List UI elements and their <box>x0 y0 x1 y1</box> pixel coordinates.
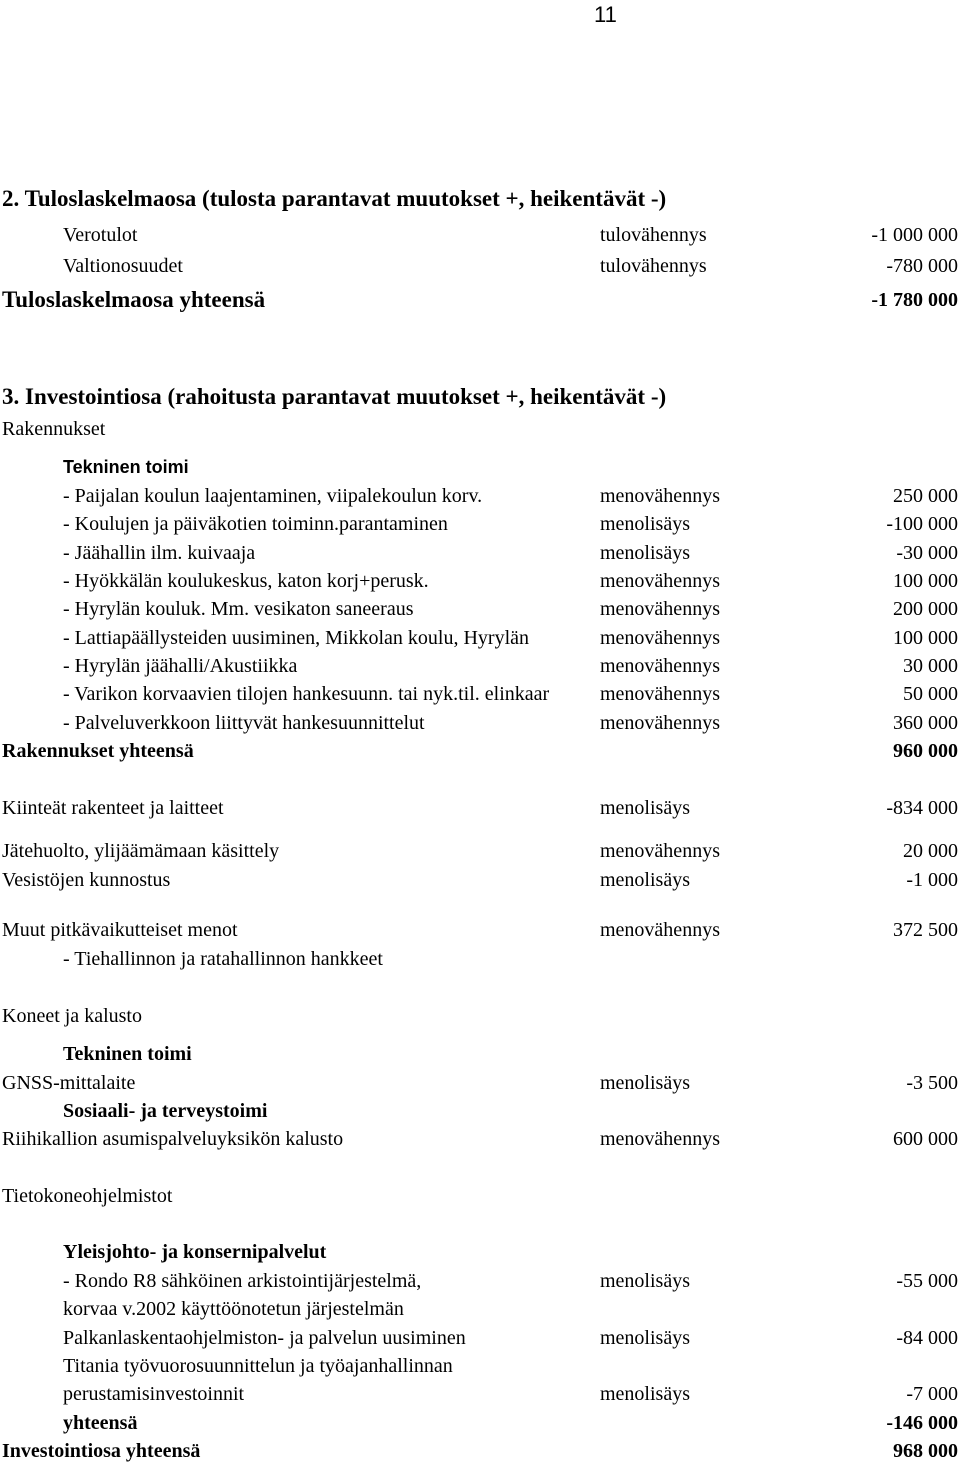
koneet-tekninen-heading: Tekninen toimi <box>63 1043 192 1065</box>
row-type: menolisäys <box>600 797 690 819</box>
row-type: menovähennys <box>600 712 720 734</box>
row-value: -100 000 <box>886 513 958 535</box>
table-row <box>0 1069 960 1097</box>
table-row <box>0 567 960 595</box>
row-type: tulovähennys <box>600 255 707 277</box>
rakennukset-title: Rakennukset <box>2 418 106 440</box>
row-label: - Paijalan koulun laajentaminen, viipalekoulun korv. <box>63 485 483 507</box>
tekninen-toimi-row <box>0 453 960 481</box>
row-label: - Koulujen ja päiväkotien toiminn.parantaminen <box>63 513 448 535</box>
table-row <box>0 652 960 680</box>
section3-heading: 3. Investointiosa (rahoitusta parantavat muutokset +, heikentävät -) <box>2 384 667 409</box>
row-value: -1 000 000 <box>871 224 958 246</box>
row-type: menolisäys <box>600 542 690 564</box>
investointiosa-total-row <box>0 1437 960 1465</box>
row-value: -84 000 <box>896 1327 958 1349</box>
row-type: menovähennys <box>600 840 720 862</box>
tietokone-subtotal-value: -146 000 <box>886 1412 958 1434</box>
table-row <box>0 624 960 652</box>
row-label: - Lattiapäällysteiden uusiminen, Mikkolan koulu, Hyrylän <box>63 627 530 649</box>
row-value: 50 000 <box>903 683 958 705</box>
table-row <box>0 252 960 280</box>
row-type: menolisäys <box>600 513 690 535</box>
row-label-continued: perustamisinvestoinnit <box>63 1383 245 1405</box>
row-type: tulovähennys <box>600 224 707 246</box>
table-row <box>0 221 960 249</box>
table-row <box>0 1125 960 1153</box>
row-type: menovähennys <box>600 1128 720 1150</box>
row-label: - Rondo R8 sähköinen arkistointijärjestelmä, <box>63 1270 422 1292</box>
row-value: 360 000 <box>893 712 958 734</box>
row-label: Muut pitkävaikutteiset menot <box>2 919 238 941</box>
row-label: - Hyrylän jäähalli/Akustiikka <box>63 655 298 677</box>
table-row <box>0 709 960 737</box>
row-label: - Tiehallinnon ja ratahallinnon hankkeet <box>63 948 383 970</box>
row-value: -55 000 <box>896 1270 958 1292</box>
row-value: 372 500 <box>893 919 958 941</box>
row-label: Vesistöjen kunnostus <box>2 869 171 891</box>
tietokone-title-row <box>0 1182 960 1210</box>
row-value: -30 000 <box>896 542 958 564</box>
table-row <box>0 680 960 708</box>
row-value: 20 000 <box>903 840 958 862</box>
rakennukset-total-label: Rakennukset yhteensä <box>2 740 194 762</box>
row-value: -7 000 <box>906 1383 958 1405</box>
table-row <box>0 945 960 973</box>
row-label: Jätehuolto, ylijäämämaan käsittely <box>2 840 280 862</box>
tietokone-subtotal-row <box>0 1409 960 1437</box>
row-type: menovähennys <box>600 655 720 677</box>
rakennukset-total-row <box>0 737 960 765</box>
yleisjohto-heading: Yleisjohto- ja konsernipalvelut <box>63 1241 327 1263</box>
row-type: menovähennys <box>600 570 720 592</box>
table-row <box>0 1295 960 1323</box>
row-type: menolisäys <box>600 1327 690 1349</box>
row-label: - Jäähallin ilm. kuivaaja <box>63 542 256 564</box>
table-row <box>0 916 960 944</box>
row-type: menovähennys <box>600 919 720 941</box>
section2-total-value: -1 780 000 <box>871 289 958 311</box>
row-type: menovähennys <box>600 485 720 507</box>
row-value: -3 500 <box>906 1072 958 1094</box>
row-value: -834 000 <box>886 797 958 819</box>
table-row <box>0 510 960 538</box>
row-value: 200 000 <box>893 598 958 620</box>
tietokone-subtotal-label: yhteensä <box>63 1412 138 1434</box>
table-row <box>0 866 960 894</box>
row-label: - Palveluverkkoon liittyvät hankesuunnittelut <box>63 712 425 734</box>
row-type: menovähennys <box>600 683 720 705</box>
row-value: 600 000 <box>893 1128 958 1150</box>
section2-total-label: Tuloslaskelmaosa yhteensä <box>2 287 266 312</box>
section2-total-row <box>0 286 960 314</box>
rakennukset-total-value: 960 000 <box>893 740 958 762</box>
table-row <box>0 482 960 510</box>
row-type: menolisäys <box>600 1072 690 1094</box>
koneet-title-row <box>0 1002 960 1030</box>
row-label: Kiinteät rakenteet ja laitteet <box>2 797 224 819</box>
row-label: GNSS-mittalaite <box>2 1072 136 1094</box>
row-label: Valtionosuudet <box>63 255 183 277</box>
tekninen-toimi-heading: Tekninen toimi <box>63 457 189 477</box>
table-row <box>0 794 960 822</box>
yleisjohto-row <box>0 1238 960 1266</box>
rakennukset-title-row <box>0 415 960 443</box>
section3-heading-row <box>0 383 960 411</box>
table-row <box>0 1324 960 1352</box>
page-number: 11 <box>594 2 617 27</box>
row-type: menovähennys <box>600 627 720 649</box>
row-value: 30 000 <box>903 655 958 677</box>
row-label: - Hyökkälän koulukeskus, katon korj+perusk. <box>63 570 429 592</box>
row-value: 100 000 <box>893 570 958 592</box>
table-row <box>0 539 960 567</box>
row-value: 100 000 <box>893 627 958 649</box>
row-label: - Varikon korvaavien tilojen hankesuunn. tai nyk.til. elinkaar <box>63 683 550 705</box>
row-label: Palkanlaskentaohjelmiston- ja palvelun uusiminen <box>63 1327 466 1349</box>
row-label: Titania työvuorosuunnittelun ja työajanhallinnan <box>63 1355 453 1377</box>
investointiosa-total-label: Investointiosa yhteensä <box>2 1440 201 1462</box>
table-row <box>0 1267 960 1295</box>
table-row <box>0 837 960 865</box>
row-value: -780 000 <box>886 255 958 277</box>
row-label-continued: korvaa v.2002 käyttöönotetun järjestelmän <box>63 1298 404 1320</box>
tietokone-title: Tietokoneohjelmistot <box>2 1185 173 1207</box>
row-type: menolisäys <box>600 1383 690 1405</box>
koneet-title: Koneet ja kalusto <box>2 1005 142 1027</box>
sosiaali-heading: Sosiaali- ja terveystoimi <box>63 1100 268 1122</box>
row-type: menolisäys <box>600 1270 690 1292</box>
row-label: - Hyrylän kouluk. Mm. vesikaton saneeraus <box>63 598 414 620</box>
section2-heading-row <box>0 185 960 213</box>
row-label: Verotulot <box>63 224 138 246</box>
table-row <box>0 595 960 623</box>
row-type: menovähennys <box>600 598 720 620</box>
row-label: Riihikallion asumispalveluyksikön kalusto <box>2 1128 344 1150</box>
row-type: menolisäys <box>600 869 690 891</box>
investointiosa-total-value: 968 000 <box>893 1440 958 1462</box>
table-row <box>0 1352 960 1380</box>
row-value: -1 000 <box>906 869 958 891</box>
table-row <box>0 1380 960 1408</box>
koneet-tekninen-row <box>0 1040 960 1068</box>
row-value: 250 000 <box>893 485 958 507</box>
sosiaali-row <box>0 1097 960 1125</box>
section2-heading: 2. Tuloslaskelmaosa (tulosta parantavat muutokset +, heikentävät -) <box>2 186 667 211</box>
